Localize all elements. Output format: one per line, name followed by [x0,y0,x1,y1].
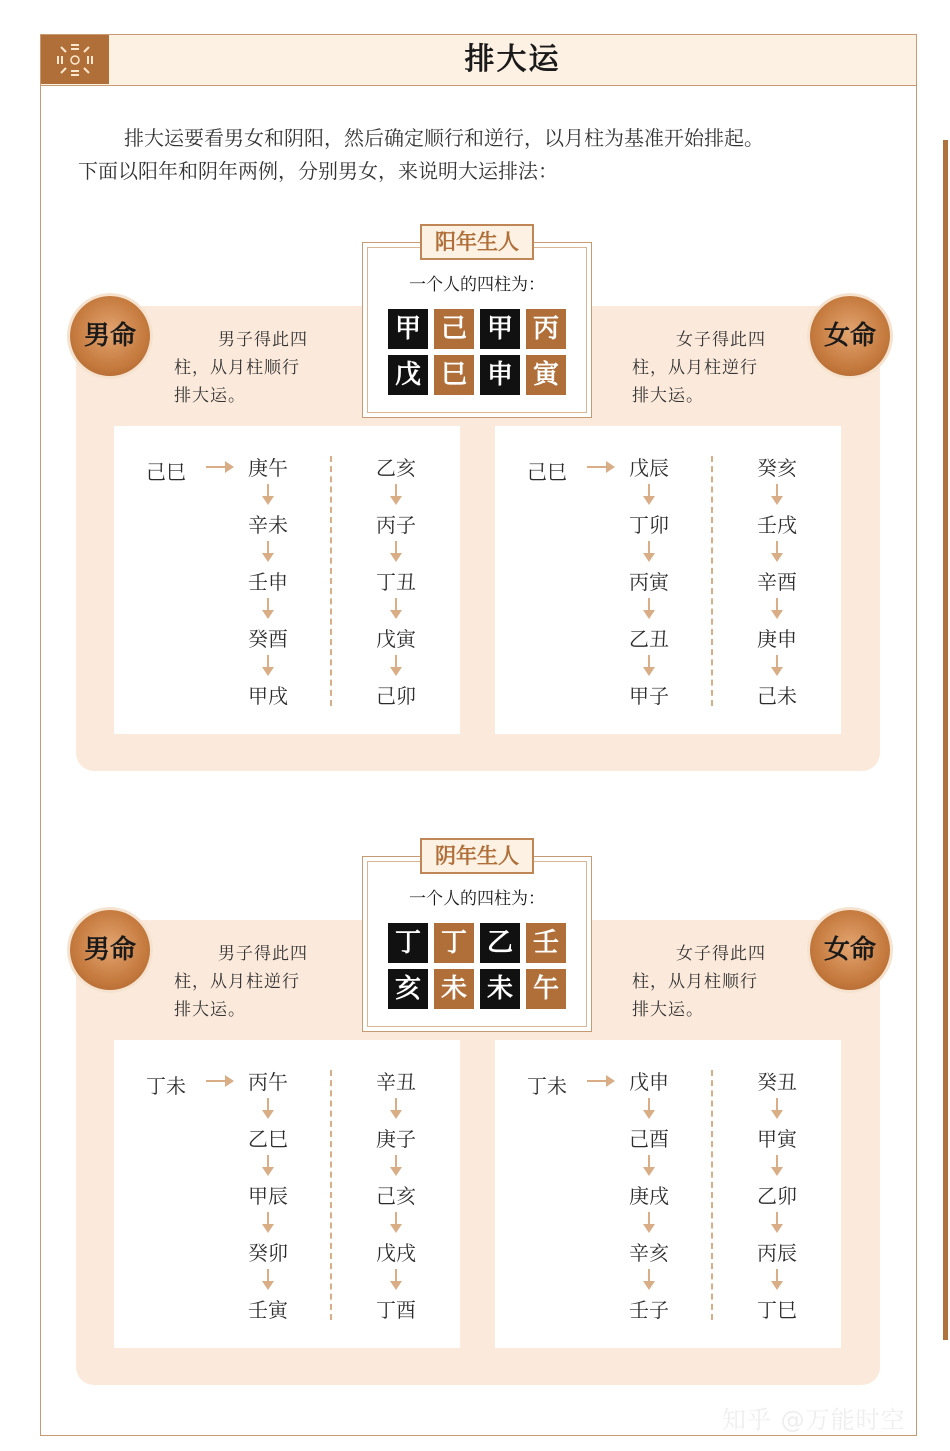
pillar-branch: 戊 [388,355,428,395]
down-arrow-icon [267,655,269,669]
dayun-item: 戊申 [629,1070,669,1094]
dayun-item: 戊戌 [376,1241,416,1265]
note-line: 排大运。 [632,386,704,406]
dayun-item: 丙午 [248,1070,288,1094]
down-arrow-icon [776,1155,778,1169]
down-arrow-icon [648,655,650,669]
dayun-item: 辛丑 [376,1070,416,1094]
pillar-branch: 申 [480,355,520,395]
female-badge: 女命 [810,910,890,990]
pillar-label: 一个人的四柱为： [409,275,545,295]
dayun-item: 甲子 [629,684,669,708]
down-arrow-icon [395,1155,397,1169]
dayun-item: 戊辰 [629,456,669,480]
note-line: 柱，从月柱顺行 [632,972,758,992]
down-arrow-icon [648,1098,650,1112]
down-arrow-icon [395,655,397,669]
female-dayun-card [495,1040,841,1348]
note-line: 女子得此四 [676,330,766,350]
dayun-item: 辛亥 [629,1241,669,1265]
dayun-item: 丁巳 [757,1298,797,1322]
note-line: 柱，从月柱顺行 [174,358,300,378]
dayun-item: 戊寅 [376,627,416,651]
down-arrow-icon [648,484,650,498]
section-heading: 阴年生人 [420,838,534,874]
month-pillar: 丁未 [527,1074,567,1098]
down-arrow-icon [648,1155,650,1169]
dayun-item: 丁丑 [376,570,416,594]
page-title: 排大运 [464,42,561,77]
note-line: 排大运。 [174,386,246,406]
female-badge: 女命 [810,296,890,376]
dayun-item: 乙亥 [376,456,416,480]
down-arrow-icon [395,598,397,612]
dayun-item: 癸卯 [248,1241,288,1265]
male-badge: 男命 [70,910,150,990]
dayun-item: 甲辰 [248,1184,288,1208]
down-arrow-icon [267,1212,269,1226]
female-note [632,940,792,1024]
example-section [0,214,950,784]
dayun-item: 丁酉 [376,1298,416,1322]
bagua-icon [41,35,109,84]
note-line: 排大运。 [174,1000,246,1020]
down-arrow-icon [395,1098,397,1112]
dayun-item: 壬寅 [248,1298,288,1322]
dayun-item: 壬戌 [757,513,797,537]
down-arrow-icon [267,1269,269,1283]
pillar-stem: 甲 [388,309,428,349]
intro-text [78,122,898,188]
pillar-stem: 丁 [388,923,428,963]
pillar-branch: 巳 [434,355,474,395]
column-divider [330,1070,332,1320]
dayun-item: 甲寅 [757,1127,797,1151]
right-arrow-icon [587,466,613,468]
dayun-item: 庚申 [757,627,797,651]
right-arrow-icon [206,466,232,468]
dayun-item: 辛酉 [757,570,797,594]
column-divider [330,456,332,706]
note-line: 柱，从月柱逆行 [632,358,758,378]
down-arrow-icon [267,1155,269,1169]
dayun-item: 丙寅 [629,570,669,594]
male-note [174,326,334,410]
dayun-item: 辛未 [248,513,288,537]
dayun-item: 壬子 [629,1298,669,1322]
pillar-stem: 己 [434,309,474,349]
header-bar [40,34,917,86]
dayun-item: 庚戌 [629,1184,669,1208]
dayun-item: 癸亥 [757,456,797,480]
dayun-item: 丙子 [376,513,416,537]
female-dayun-card [495,426,841,734]
down-arrow-icon [267,598,269,612]
dayun-item: 乙卯 [757,1184,797,1208]
dayun-item: 甲戌 [248,684,288,708]
dayun-item: 癸丑 [757,1070,797,1094]
pillar-branch: 寅 [526,355,566,395]
down-arrow-icon [267,541,269,555]
down-arrow-icon [395,1212,397,1226]
dayun-item: 己未 [757,684,797,708]
down-arrow-icon [776,1212,778,1226]
down-arrow-icon [648,541,650,555]
pillar-stem: 壬 [526,923,566,963]
dayun-item: 庚午 [248,456,288,480]
column-divider [711,456,713,706]
dayun-item: 乙丑 [629,627,669,651]
down-arrow-icon [267,1098,269,1112]
note-line: 男子得此四 [218,330,308,350]
down-arrow-icon [776,541,778,555]
pillar-branch: 午 [526,969,566,1009]
note-line: 柱，从月柱逆行 [174,972,300,992]
down-arrow-icon [395,484,397,498]
dayun-item: 己酉 [629,1127,669,1151]
note-line: 女子得此四 [676,944,766,964]
pillar-stem: 甲 [480,309,520,349]
down-arrow-icon [648,1269,650,1283]
down-arrow-icon [648,1212,650,1226]
example-section [0,828,950,1398]
dayun-item: 乙巳 [248,1127,288,1151]
male-dayun-card [114,426,460,734]
dayun-item: 丁卯 [629,513,669,537]
right-arrow-icon [587,1080,613,1082]
down-arrow-icon [776,655,778,669]
pillar-label: 一个人的四柱为： [409,889,545,909]
intro-line: 排大运要看男女和阴阳，然后确定顺行和逆行，以月柱为基准开始排起。 [124,126,764,150]
down-arrow-icon [776,598,778,612]
down-arrow-icon [267,484,269,498]
down-arrow-icon [776,484,778,498]
dayun-item: 己亥 [376,1184,416,1208]
watermark: 知乎 @万能时空 [722,1406,906,1434]
down-arrow-icon [648,598,650,612]
pillar-stem: 丁 [434,923,474,963]
pillar-branch: 未 [480,969,520,1009]
dayun-item: 癸酉 [248,627,288,651]
down-arrow-icon [776,1269,778,1283]
male-note [174,940,334,1024]
note-line: 排大运。 [632,1000,704,1020]
down-arrow-icon [776,1098,778,1112]
dayun-item: 己卯 [376,684,416,708]
dayun-item: 丙辰 [757,1241,797,1265]
month-pillar: 丁未 [146,1074,186,1098]
column-divider [711,1070,713,1320]
pillar-stem: 丙 [526,309,566,349]
month-pillar: 己巳 [146,460,186,484]
pillar-stem: 乙 [480,923,520,963]
dayun-item: 壬申 [248,570,288,594]
down-arrow-icon [395,541,397,555]
male-badge: 男命 [70,296,150,376]
month-pillar: 己巳 [527,460,567,484]
right-arrow-icon [206,1080,232,1082]
pillar-branch: 未 [434,969,474,1009]
pillar-branch: 亥 [388,969,428,1009]
male-dayun-card [114,1040,460,1348]
note-line: 男子得此四 [218,944,308,964]
section-heading: 阳年生人 [420,224,534,260]
dayun-item: 庚子 [376,1127,416,1151]
female-note [632,326,792,410]
intro-line: 下面以阳年和阴年两例，分别男女，来说明大运排法： [78,159,558,183]
down-arrow-icon [395,1269,397,1283]
